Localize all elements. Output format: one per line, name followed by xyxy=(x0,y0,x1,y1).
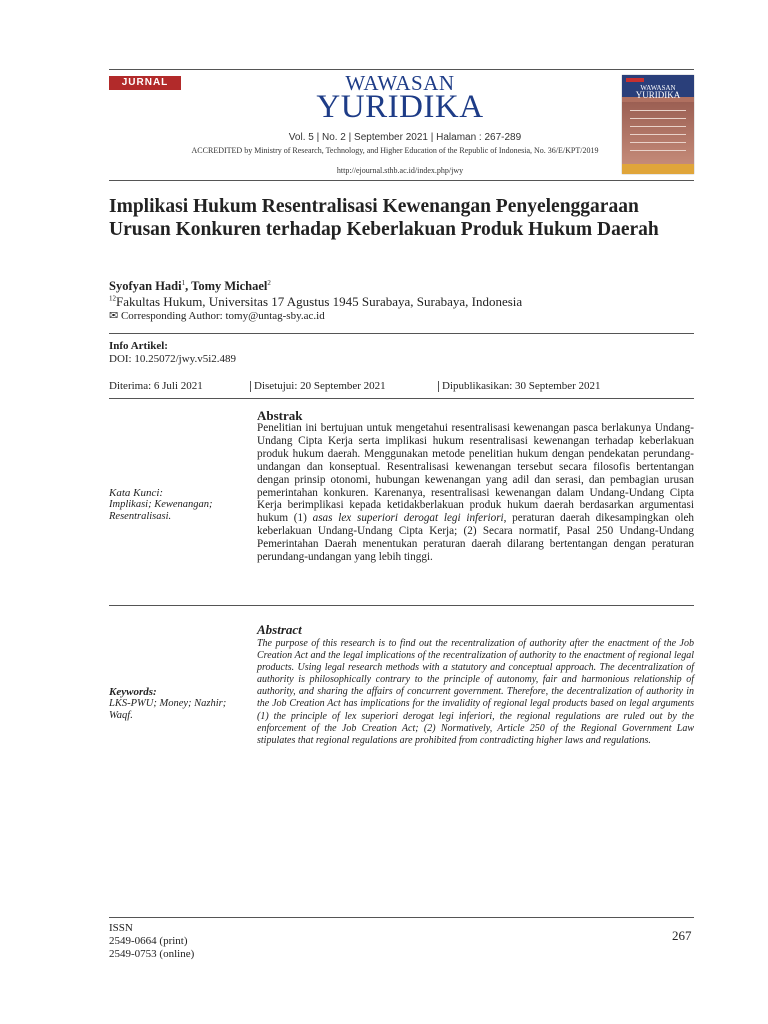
author-1: Syofyan Hadi xyxy=(109,279,182,294)
issn-label: ISSN xyxy=(109,922,133,934)
journal-badge: JURNAL xyxy=(109,76,181,90)
mail-icon: ✉ xyxy=(109,310,119,322)
corresponding-author-text[interactable]: Corresponding Author: tomy@untag-sby.ac.id xyxy=(120,310,325,322)
issn-block xyxy=(109,922,194,961)
page-number: 267 xyxy=(672,928,692,943)
journal-name-top: WAWASAN xyxy=(345,71,455,95)
author-2-sup: 2 xyxy=(267,279,271,287)
abstrak-text-italic: asas lex superiori derogat legi inferiori xyxy=(312,512,504,525)
issn-online: 2549-0753 (online) xyxy=(109,948,195,960)
affiliation xyxy=(109,294,522,310)
abstract-text: The purpose of this research is to find out the recentralization of authority after the enactment of the Job Creation Act and the legal implications of the recentralization of authority to the enactment of regional legal products. Using legal research methods with a statutory and conceptual approach. The decentralization of authority is philosophically contrary to the principle of autonomy, fair and harmonious relationship of authority, and sharing the affairs of concurrent government. Therefore, the decentralization of authority in the Job Creation Act has implications for the invalidity of regional legal products based on legal arguments (1) the principle of lex superiori derogat legi inferiori, the regional regulations are ruled out by the enforcement of the Job Creation Act; (2) Normatively, Article 250 of the Regional Government Law stipulates that regional regulations are prohibited from contradicting higher laws and regulations. xyxy=(257,638,694,746)
journal-cover-image xyxy=(622,75,694,174)
author-separator: , xyxy=(185,279,192,294)
dates-bottom-rule xyxy=(109,398,694,399)
doi-link[interactable]: DOI: 10.25072/jwy.v5i2.489 xyxy=(109,353,237,365)
abstrak-text-end: , peraturan daerah dikesampingkan oleh keberlakuan Undang-Undang Cipta Kerja; (2) Secara normatif, Pasal 250 Undang-Undang Pemerintahan Daerah menentukan peraturan daerah dilarang bertentangan dengan peraturan perundang-undangan yang lebih tinggi. xyxy=(257,512,695,564)
cover-title-main: YURIDIKA xyxy=(635,90,681,100)
accreditation-line: ACCREDITED by Ministry of Research, Technology, and Higher Education of the Republic of Indonesia, No. 36/E/KPT/2019 xyxy=(191,146,599,155)
kata-kunci-text: Implikasi; Kewenangan; Resentralisasi. xyxy=(109,499,213,522)
article-title: Implikasi Hukum Resentralisasi Kewenangan Penyelenggaraan Urusan Konkuren terhadap Keberlakuan Produk Hukum Daerah xyxy=(109,196,659,240)
date-published: Dipublikasikan: 30 September 2021 xyxy=(442,380,601,392)
keywords-label: Keywords: xyxy=(109,686,157,698)
top-rule xyxy=(109,69,694,70)
date-approved: Disetujui: 20 September 2021 xyxy=(254,380,386,392)
kata-kunci-label: Kata Kunci: xyxy=(109,487,164,499)
corresponding-author xyxy=(109,309,325,322)
abstrak-text xyxy=(257,422,694,564)
date-divider xyxy=(438,381,439,392)
header-bottom-rule xyxy=(109,180,694,181)
cover-title-top: WAWASAN xyxy=(640,84,676,92)
abstrak-bottom-rule xyxy=(109,605,694,606)
date-divider xyxy=(250,381,251,392)
abstrak-text-main: Penelitian ini bertujuan untuk mengetahui resentralisasi kewenangan pasca berlakunya Undang-Undang Cipta Kerja serta implikasi hukum resentralisasi kewenangan terhadap keberlakuan produk hukum daerah. Menggunakan metode penelitian hukum dengan pendekatan perundang-undangan dan konseptual. Resentralisasi kewenangan tersebut secara filosofis bertentangan dengan prinsip otonomi, hubungan kewenangan yang adil dan serasi, dan pembagian urusan pemerintahan konkuren. Karenanya, resentralisasi kewenangan dalam Undang-Undang Cipta Kerja berimplikasi kepada ketidakberlakuan produk hukum daerah berdasarkan argumentasi hukum (1) xyxy=(257,422,694,525)
info-label: Info Artikel: xyxy=(109,340,168,352)
abstract-heading: Abstract xyxy=(257,622,302,637)
keywords-text: LKS-PWU; Money; Nazhir; Waqf. xyxy=(109,698,227,721)
abstrak-heading: Abstrak xyxy=(257,408,303,423)
author-1-sup: 1 xyxy=(181,279,186,287)
affiliation-text: Fakultas Hukum, Universitas 17 Agustus 1945 Surabaya, Surabaya, Indonesia xyxy=(116,294,523,309)
info-top-rule xyxy=(109,333,694,334)
journal-url: http://ejournal.sthb.ac.id/index.php/jwy xyxy=(336,166,464,175)
journal-name-main: YURIDIKA xyxy=(316,89,484,125)
volume-line: Vol. 5 | No. 2 | September 2021 | Halaman : 267-289 xyxy=(288,132,522,143)
author-2: Tomy Michael xyxy=(191,279,268,294)
footer-rule xyxy=(109,917,694,918)
date-received: Diterima: 6 Juli 2021 xyxy=(109,380,203,392)
authors xyxy=(109,279,271,294)
affiliation-sup: 12 xyxy=(109,294,116,303)
issn-print: 2549-0664 (print) xyxy=(109,935,188,947)
